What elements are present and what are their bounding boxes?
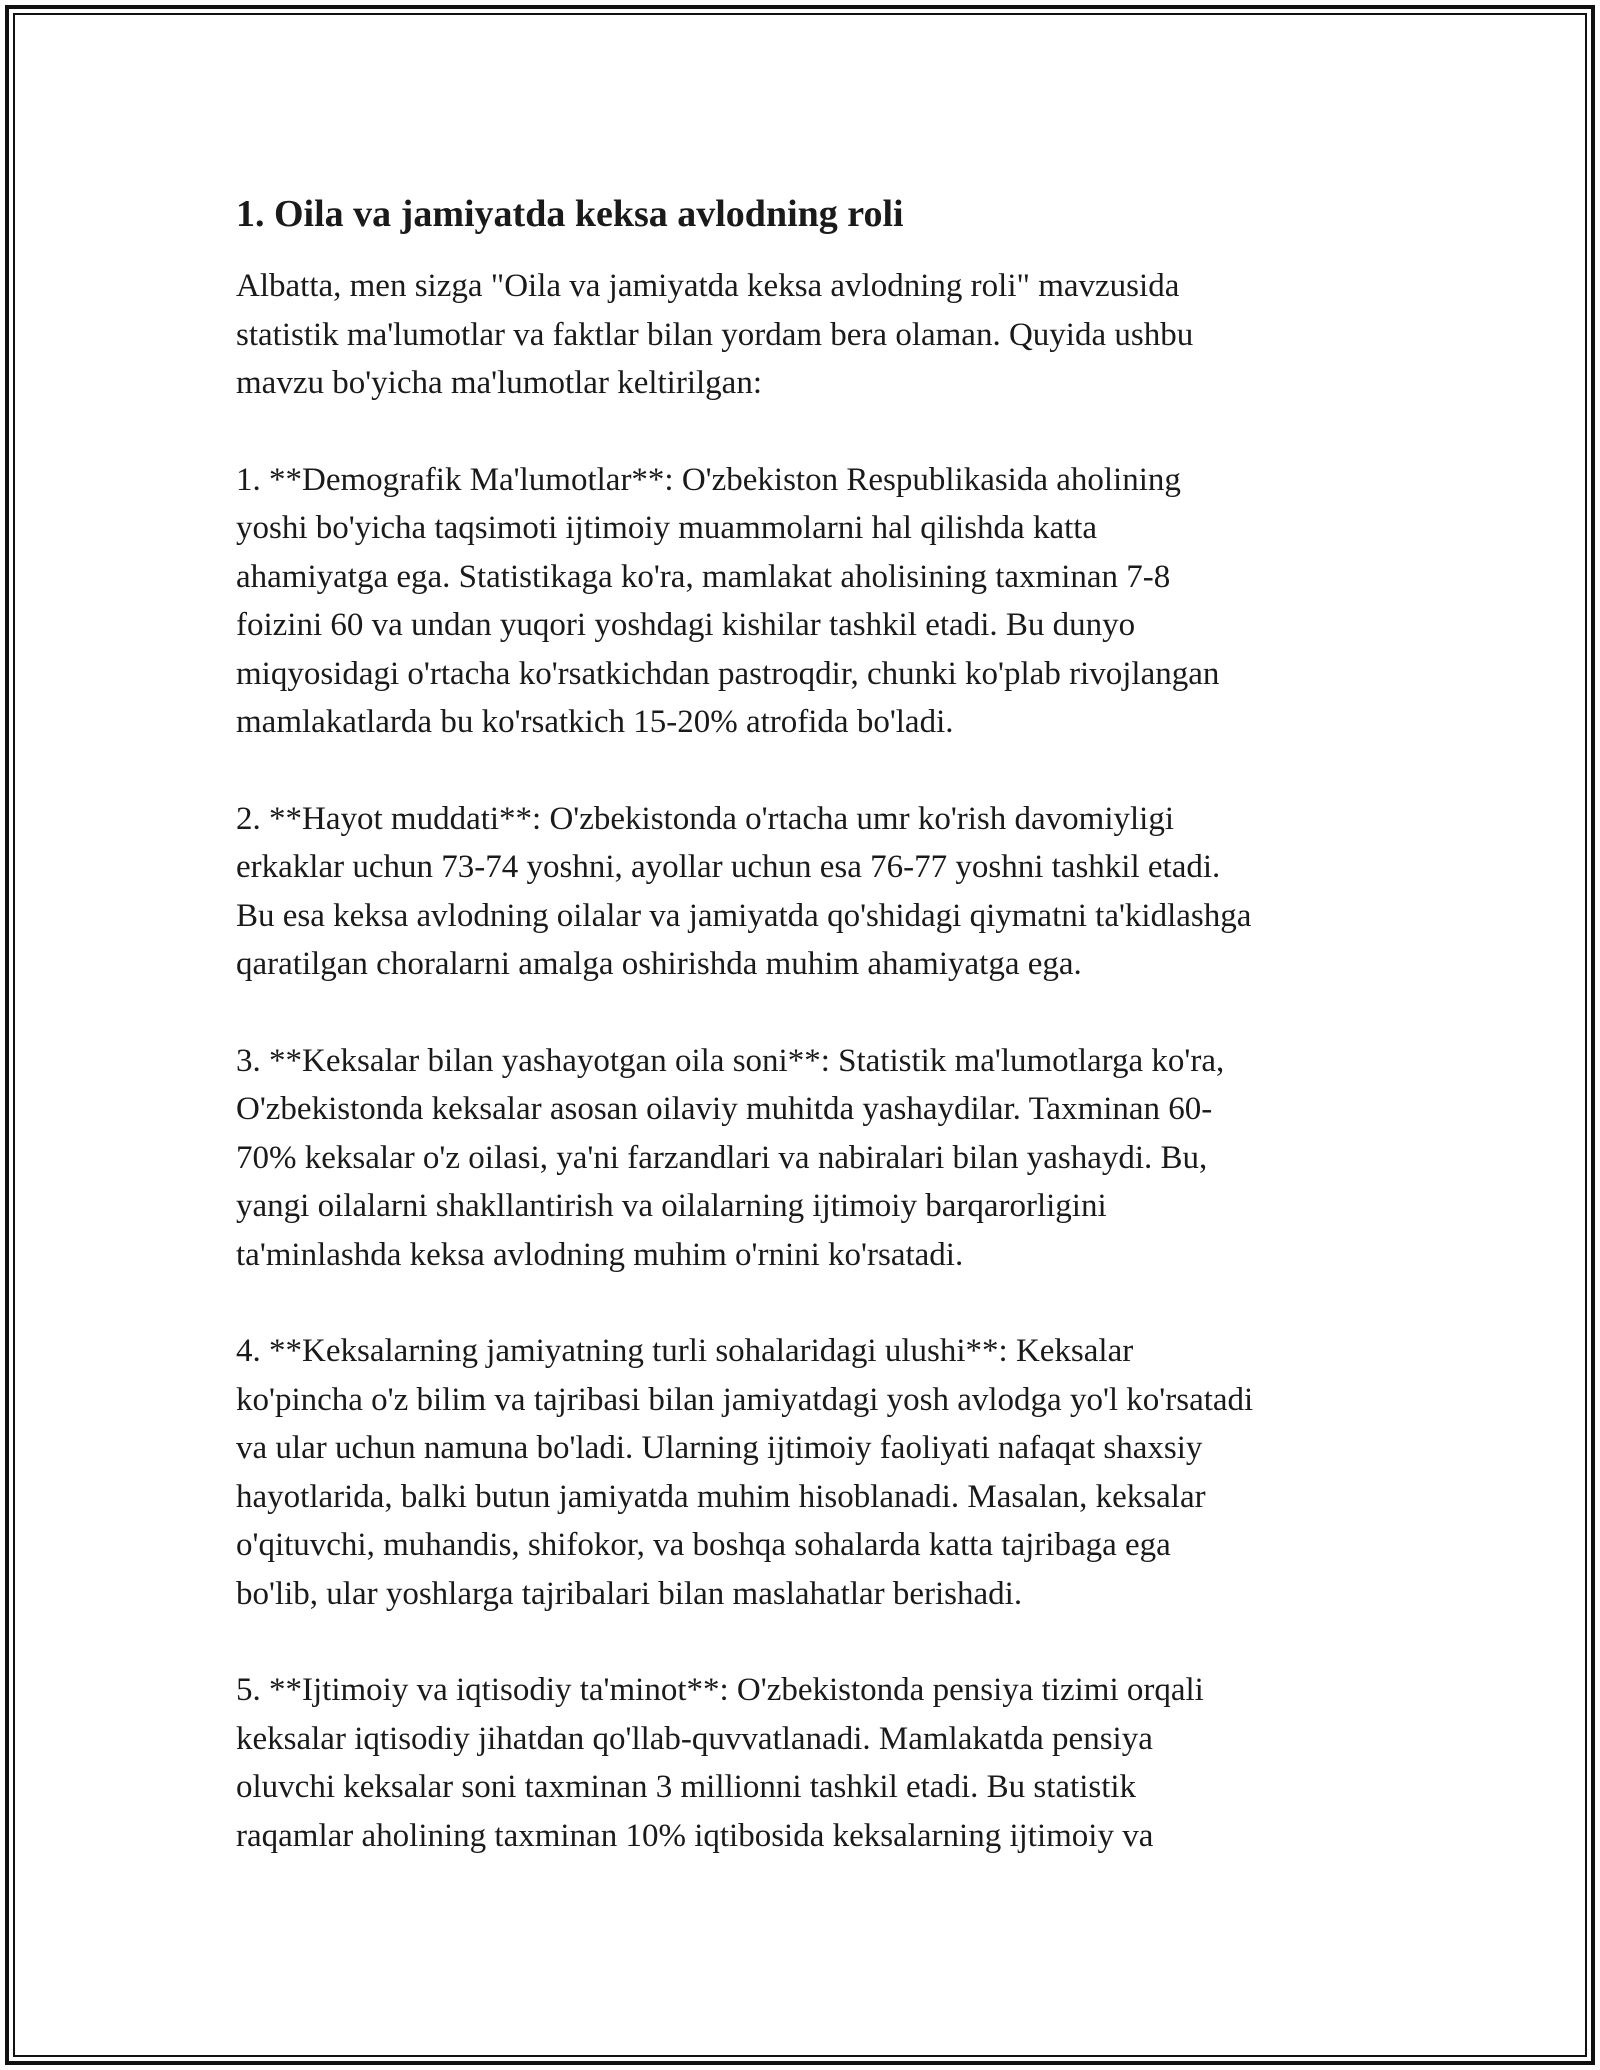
paragraph-social-economic-support: 5. **Ijtimoiy va iqtisodiy ta'minot**: O'zbekistonda pensiya tizimi orqali keksalar iqtisodiy jihatdan qo'llab-quvvatlanadi. Mamlakatda pensiya oluvchi keksalar soni taxminan 3 millionni tashkil etadi. Bu statistik raqamlar aholining taxminan 10% iqtibosida keksalarning ijtimoiy va — [236, 1672, 1204, 1854]
paragraph-demographics: 1. **Demografik Ma'lumotlar**: O'zbekiston Respublikasida aholining yoshi bo'yicha taqsimoti ijtimoiy muammolarni hal qilishda katta ahamiyatga ega. Statistikaga ko'ra, mamlakat aholisining taxminan 7-8 foizini 60 va undan yuqori yoshdagi kishilar tashkil etadi. Bu dunyo miqyosidagi o'rtacha ko'rsatkichdan pastroqdir, chunki ko'plab rivojlangan mamlakatlarda bu ko'rsatkich 15-20% atrofida bo'ladi. — [236, 461, 1220, 740]
paragraph-elderly-role-in-society: 4. **Keksalarning jamiyatning turli sohalaridagi ulushi**: Keksalar ko'pincha o'z bilim va tajribasi bilan jamiyatdagi yosh avlodga yo'l ko'rsatadi va ular uchun namuna bo'ladi. Ularning ijtimoiy faoliyati nafaqat shaxsiy hayotlarida, balki butun jamiyatda muhim hisoblanadi. Masalan, keksalar o'qituvchi, muhandis, shifokor, va boshqa sohalarda katta tajribaga ega bo'lib, ular yoshlarga tajribalari bilan maslahatlar berishadi. — [236, 1333, 1254, 1612]
document-title: 1. Oila va jamiyatda keksa avlodning roli — [236, 193, 904, 235]
document-body — [236, 188, 1386, 1908]
paragraph-life-expectancy: 2. **Hayot muddati**: O'zbekistonda o'rtacha umr ko'rish davomiyligi erkaklar uchun 73-74 yoshni, ayollar uchun esa 76-77 yoshni tashkil etadi. Bu esa keksa avlodning oilalar va jamiyatda qo'shidagi qiymatni ta'kidlashga qaratilgan choralarni amalga oshirishda muhim ahamiyatga ega. — [236, 800, 1252, 982]
intro-paragraph: Albatta, men sizga "Oila va jamiyatda keksa avlodning roli" mavzusida statistik ma'lumotlar va faktlar bilan yordam bera olaman. Quyida ushbu mavzu bo'yicha ma'lumotlar keltirilgan: — [236, 268, 1194, 401]
paragraph-families-with-elderly: 3. **Keksalar bilan yashayotgan oila soni**: Statistik ma'lumotlarga ko'ra, O'zbekistonda keksalar asosan oilaviy muhitda yashaydilar. Taxminan 60- 70% keksalar o'z oilasi, ya'ni farzandlari va nabiralari bilan yashaydi. Bu, yangi oilalarni shakllantirish va oilalarning ijtimoiy barqarorligini ta'minlashda keksa avlodning muhim o'rnini ko'rsatadi. — [236, 1042, 1225, 1273]
